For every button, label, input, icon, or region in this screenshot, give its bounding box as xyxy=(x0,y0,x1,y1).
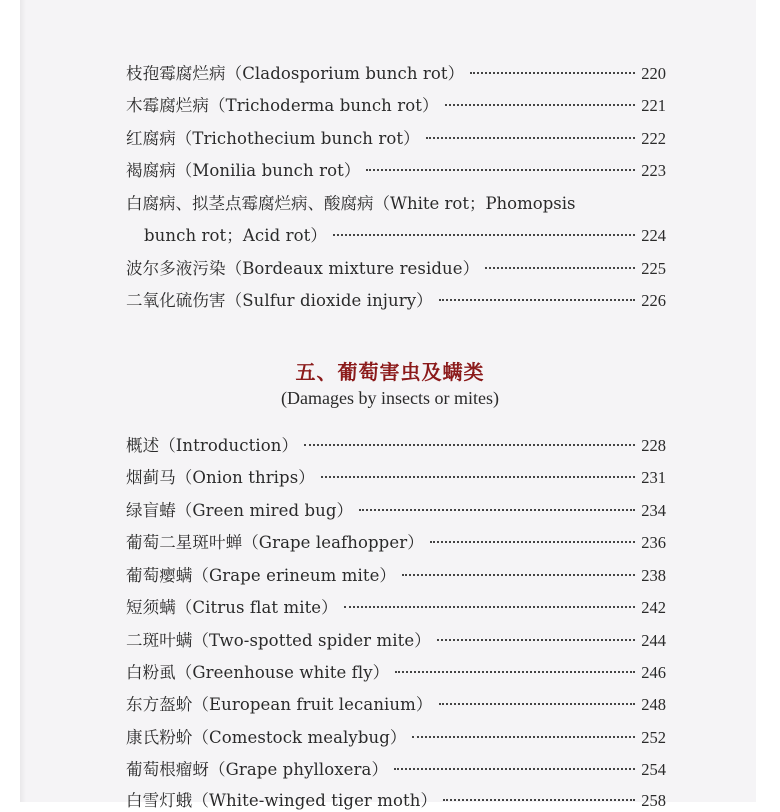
toc-entry-title: 木霉腐烂病（Trichoderma bunch rot） xyxy=(126,96,439,115)
toc-leader-dots xyxy=(395,671,635,673)
toc-entry[interactable] xyxy=(126,128,666,150)
toc-entry-title: 枝孢霉腐烂病（Cladosporium bunch rot） xyxy=(126,64,465,83)
toc-leader-dots xyxy=(470,72,635,74)
toc-entry-title: 红腐病（Trichothecium bunch rot） xyxy=(126,129,420,148)
toc-entry-title: 烟蓟马（Onion thrips） xyxy=(126,468,315,487)
toc-leader-dots xyxy=(304,444,635,446)
toc-entry-page: 252 xyxy=(641,728,666,747)
toc-entry-page: 228 xyxy=(641,436,666,455)
toc-entry-title: 白雪灯蛾（White-winged tiger moth） xyxy=(126,791,438,810)
toc-entry-title: 葡萄根瘤蚜（Grape phylloxera） xyxy=(126,760,389,779)
toc-entry[interactable] xyxy=(126,597,666,619)
toc-entry-page: 254 xyxy=(641,760,666,779)
toc-entry[interactable] xyxy=(126,95,666,117)
toc-entry-page: 220 xyxy=(641,64,666,83)
toc-entry[interactable] xyxy=(126,467,666,489)
toc-entry-title: 二氧化硫伤害（Sulfur dioxide injury） xyxy=(126,291,433,310)
toc-leader-dots xyxy=(394,768,635,770)
toc-leader-dots xyxy=(402,574,635,576)
toc-entry-page: 223 xyxy=(641,161,666,180)
toc-entry-title: 葡萄瘿螨（Grape erineum mite） xyxy=(126,566,397,585)
toc-entry-title: 白粉虱（Greenhouse white fly） xyxy=(126,663,390,682)
toc-leader-dots xyxy=(426,137,636,139)
toc-entry-page: 246 xyxy=(641,663,666,682)
toc-entry-title: bunch rot；Acid rot） xyxy=(144,226,327,245)
toc-entry-multiline-line2[interactable] xyxy=(144,225,666,247)
toc-entry-multiline-line1[interactable]: 白腐病、拟茎点霉腐烂病、酸腐病（White rot；Phomopsis xyxy=(126,194,576,213)
toc-entry-page: 221 xyxy=(641,96,666,115)
toc-leader-dots xyxy=(412,736,635,738)
toc-leader-dots xyxy=(485,267,635,269)
toc-entry[interactable] xyxy=(126,290,666,312)
section-title-chinese: 五、葡萄害虫及螨类 xyxy=(295,360,485,384)
toc-entry[interactable] xyxy=(126,160,666,182)
toc-leader-dots xyxy=(437,639,635,641)
toc-entry-page: 231 xyxy=(641,468,666,487)
toc-leader-dots xyxy=(359,509,635,511)
toc-entry-page: 258 xyxy=(641,791,666,810)
toc-entry-title: 概述（Introduction） xyxy=(126,436,299,455)
toc-entry-page: 248 xyxy=(641,695,666,714)
toc-leader-dots xyxy=(430,541,635,543)
toc-entry-page: 242 xyxy=(641,598,666,617)
toc-leader-dots xyxy=(443,799,635,801)
toc-entry[interactable] xyxy=(126,630,666,652)
toc-entry-title: 葡萄二星斑叶蝉（Grape leafhopper） xyxy=(126,533,424,552)
toc-entry-page: 225 xyxy=(641,259,666,278)
toc-entry[interactable] xyxy=(126,759,666,781)
toc-entry-title: 康氏粉蚧（Comestock mealybug） xyxy=(126,728,407,747)
toc-entry-page: 236 xyxy=(641,533,666,552)
toc-entry[interactable] xyxy=(126,500,666,522)
toc-entry-title: 二斑叶螨（Two-spotted spider mite） xyxy=(126,631,431,650)
toc-leader-dots xyxy=(321,476,635,478)
toc-entry[interactable] xyxy=(126,662,666,684)
toc-leader-dots xyxy=(439,703,636,705)
toc-entry-title: 波尔多液污染（Bordeaux mixture residue） xyxy=(126,259,480,278)
section-title-english: (Damages by insects or mites) xyxy=(281,388,499,408)
toc-entry-title: 东方盔蚧（European fruit lecanium） xyxy=(126,695,433,714)
toc-entry-page: 234 xyxy=(641,501,666,520)
toc-leader-dots xyxy=(333,234,635,236)
toc-entry-page: 244 xyxy=(641,631,666,650)
toc-entry[interactable] xyxy=(126,63,666,85)
toc-leader-dots xyxy=(439,299,635,301)
toc-leader-dots xyxy=(344,606,635,608)
toc-entry-title: 绿盲蝽（Green mired bug） xyxy=(126,501,354,520)
toc-entry[interactable] xyxy=(126,790,666,812)
toc-entry[interactable] xyxy=(126,435,666,457)
toc-entry[interactable] xyxy=(126,532,666,554)
toc-entry[interactable] xyxy=(126,694,666,716)
toc-entry-title: 褐腐病（Monilia bunch rot） xyxy=(126,161,361,180)
toc-leader-dots xyxy=(366,169,635,171)
toc-entry[interactable] xyxy=(126,258,666,280)
toc-entry-page: 226 xyxy=(641,291,666,310)
toc-entry-page: 238 xyxy=(641,566,666,585)
toc-entry-title: 短须螨（Citrus flat mite） xyxy=(126,598,338,617)
toc-entry-page: 222 xyxy=(641,129,666,148)
toc-entry[interactable] xyxy=(126,565,666,587)
toc-entry[interactable] xyxy=(126,727,666,749)
toc-leader-dots xyxy=(445,104,636,106)
toc-entry-page: 224 xyxy=(641,226,666,245)
